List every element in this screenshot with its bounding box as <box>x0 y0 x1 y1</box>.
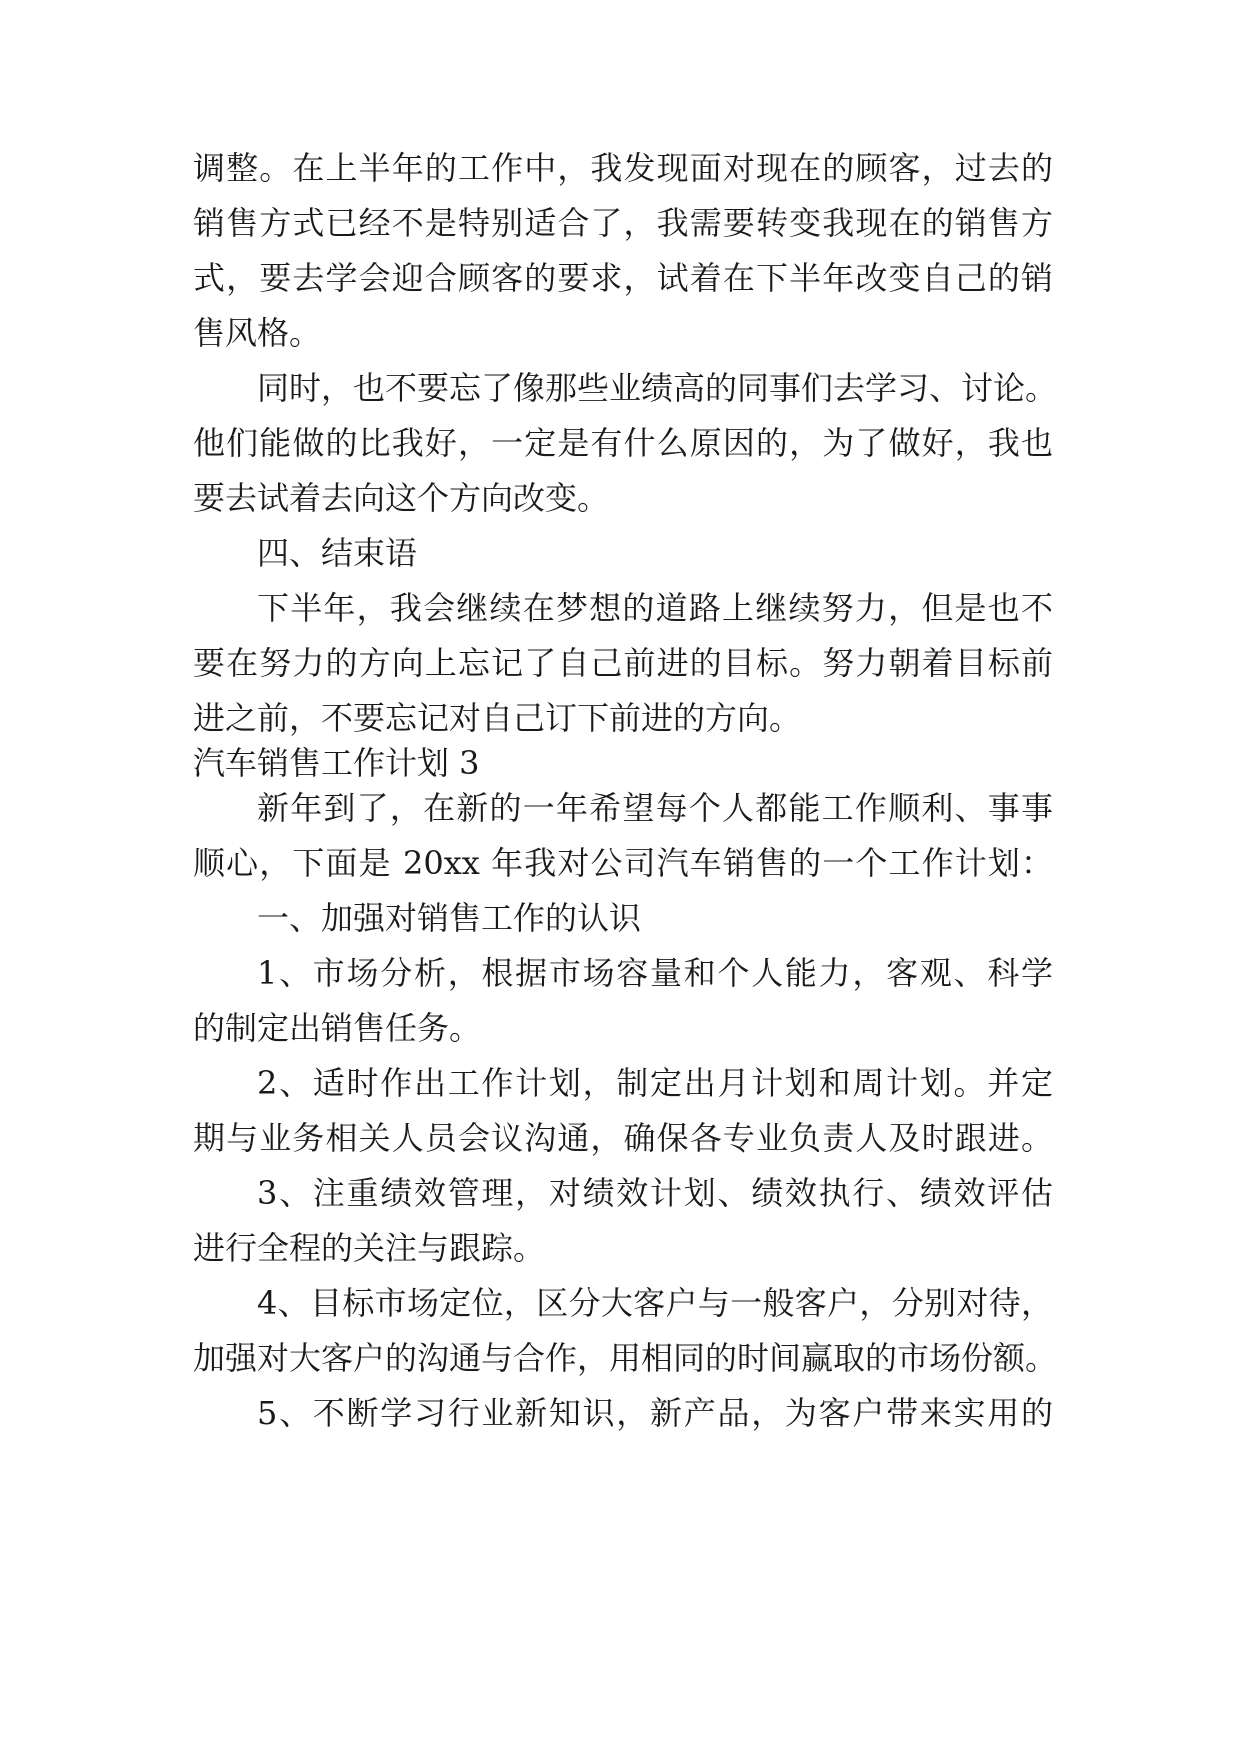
list-item-line: 的制定出销售任务。 <box>193 1009 482 1047</box>
list-item-line: 3、注重绩效管理，对绩效计划、绩效执行、绩效评估 <box>257 1174 1053 1212</box>
list-item-line: 4、目标市场定位，区分大客户与一般客户，分别对待， <box>257 1284 1053 1322</box>
list-item-line: 期与业务相关人员会议沟通，确保各专业负责人及时跟进。 <box>193 1119 1053 1157</box>
paragraph-line: 要在努力的方向上忘记了自己前进的目标。努力朝着目标前 <box>193 644 1053 682</box>
list-item-line: 5、不断学习行业新知识，新产品，为客户带来实用的 <box>257 1394 1053 1432</box>
document-title: 汽车销售工作计划 3 <box>193 744 480 782</box>
paragraph-line: 下半年，我会继续在梦想的道路上继续努力，但是也不 <box>257 589 1053 627</box>
paragraph-line: 要去试着去向这个方向改变。 <box>193 479 610 517</box>
paragraph-line: 售风格。 <box>193 314 322 352</box>
paragraph-line: 式，要去学会迎合顾客的要求，试着在下半年改变自己的销 <box>193 259 1053 297</box>
paragraph-line: 顺心，下面是 20xx 年我对公司汽车销售的一个工作计划： <box>193 844 1053 882</box>
section-heading: 四、结束语 <box>257 534 418 572</box>
section-heading: 一、加强对销售工作的认识 <box>257 899 642 937</box>
paragraph-line: 调整。在上半年的工作中，我发现面对现在的顾客，过去的 <box>193 149 1053 187</box>
paragraph-line: 进之前，不要忘记对自己订下前进的方向。 <box>193 699 802 737</box>
list-item-line: 加强对大客户的沟通与合作，用相同的时间赢取的市场份额。 <box>193 1339 1058 1377</box>
paragraph-line: 销售方式已经不是特别适合了，我需要转变我现在的销售方 <box>193 204 1053 242</box>
list-item-line: 2、适时作出工作计划，制定出月计划和周计划。并定 <box>257 1064 1053 1102</box>
paragraph-line: 他们能做的比我好，一定是有什么原因的，为了做好，我也 <box>193 424 1053 462</box>
paragraph-line: 新年到了，在新的一年希望每个人都能工作顺利、事事 <box>257 789 1053 827</box>
paragraph-line: 同时，也不要忘了像那些业绩高的同事们去学习、讨论。 <box>257 369 1058 407</box>
list-item-line: 1、市场分析，根据市场容量和个人能力，客观、科学 <box>257 954 1053 992</box>
list-item-line: 进行全程的关注与跟踪。 <box>193 1229 546 1267</box>
